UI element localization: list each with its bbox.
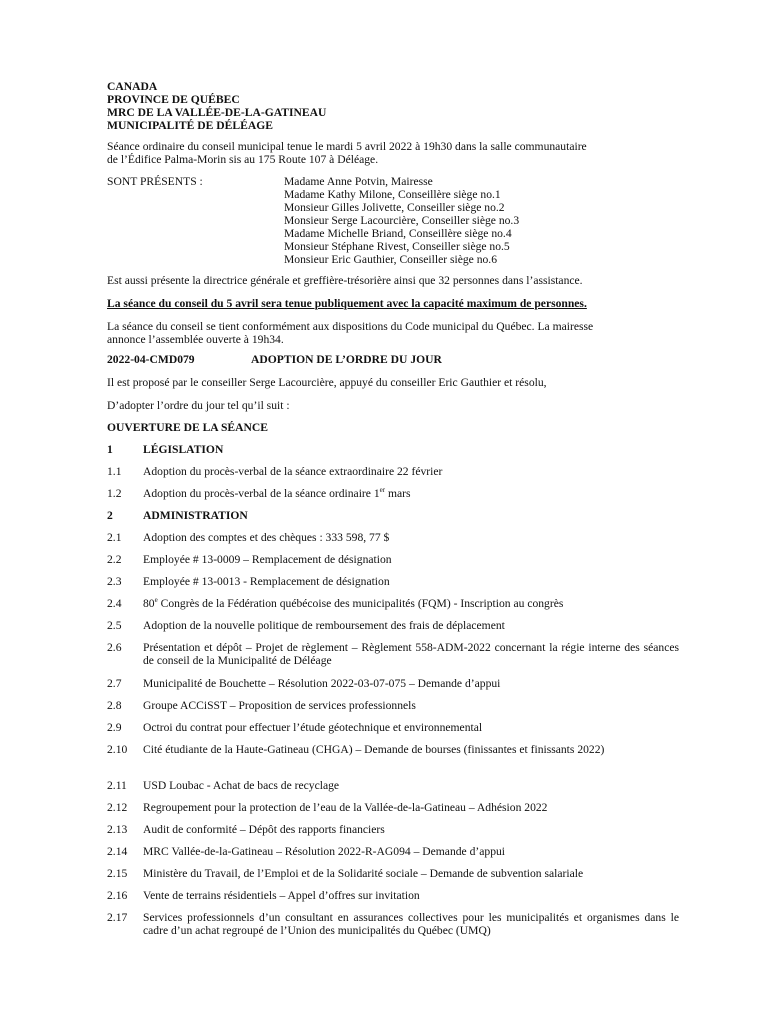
agenda-item [107,699,679,712]
agenda-item [107,823,679,836]
agenda-title: OUVERTURE DE LA SÉANCE [107,421,268,434]
resolution-number: 2022-04-CMD079 [107,353,195,366]
ordinal-superscript: er [379,486,386,495]
agenda-item-text: Employée # 13-0009 – Remplacement de désignation [143,553,392,566]
agenda-section-title: LÉGISLATION [143,443,224,456]
resolution-adopt: D’adopter l’ordre du jour tel qu’il suit : [107,399,290,412]
agenda-item [107,911,679,937]
session-intro-line-2: de l’Édifice Palma-Morin sis au 175 Route 107 à Déléage. [107,153,379,166]
agenda-item-number: 2.6 [107,641,122,654]
agenda-item [107,641,679,667]
agenda-item-number: 2.14 [107,845,128,858]
document-header [107,80,679,132]
agenda-item [107,677,679,690]
agenda-item [107,779,679,792]
conformity-note [107,320,679,346]
agenda-item-number: 2.10 [107,743,128,756]
agenda-item-text-main: Adoption du procès-verbal de la séance ordinaire 1 [143,487,380,500]
agenda-item-text: USD Loubac - Achat de bacs de recyclage [143,779,340,792]
agenda-item-text: Audit de conformité – Dépôt des rapports financiers [143,823,385,836]
agenda-item [107,487,679,500]
agenda-item-text: Municipalité de Bouchette – Résolution 2022-03-07-075 – Demande d’appui [143,677,501,690]
agenda-item [107,619,679,632]
agenda-item-number: 1.1 [107,465,122,478]
agenda-item [107,531,679,544]
agenda-item [107,867,679,880]
agenda-item-text: Services professionnels d’un consultant en assurances collectives pour les municipalités et organismes dans le cadre d’un achat regroupé de l’Union des municipalités du Québec (UMQ) [143,911,679,937]
agenda-item-text: Groupe ACCiSST – Proposition de services professionnels [143,699,416,712]
public-notice: La séance du conseil du 5 avril sera tenue publiquement avec la capacité maximum de personnes. [107,297,587,310]
agenda-item-number: 2.8 [107,699,122,712]
agenda-item [107,465,679,478]
agenda-section-title: ADMINISTRATION [143,509,248,522]
present-member: Monsieur Eric Gauthier, Conseiller siège no.6 [284,253,498,266]
agenda-item-number: 2.2 [107,553,122,566]
agenda-item-text: Adoption des comptes et des chèques : 333 598, 77 $ [143,531,390,544]
agenda-section [107,509,679,522]
agenda-item-text: Adoption du procès-verbal de la séance extraordinaire 22 février [143,465,443,478]
agenda-item-number: 2.7 [107,677,122,690]
agenda-item-number: 2.4 [107,597,122,610]
agenda-item-number: 2.9 [107,721,122,734]
agenda-section-number: 2 [107,509,113,522]
agenda-item [107,553,679,566]
agenda-item-text: Vente de terrains résidentiels – Appel d’offres sur invitation [143,889,420,902]
agenda-item-number: 2.16 [107,889,128,902]
agenda-item-text [143,597,679,610]
agenda-item [107,889,679,902]
agenda-item-text [143,487,679,500]
present-member: Madame Kathy Milone, Conseillère siège no.1 [284,188,501,201]
agenda-item-text: Cité étudiante de la Haute-Gatineau (CHGA) – Demande de bourses (finissantes et finissants 2022) [143,743,605,756]
agenda-item [107,597,679,610]
agenda-item-text: Adoption de la nouvelle politique de remboursement des frais de déplacement [143,619,505,632]
also-present: Est aussi présente la directrice générale et greffière-trésorière ainsi que 32 personnes dans l’assistance. [107,274,583,287]
agenda-item-number: 1.2 [107,487,122,500]
header-mrc: MRC DE LA VALLÉE-DE-LA-GATINEAU [107,106,327,119]
agenda-item-text: Présentation et dépôt – Projet de règlement – Règlement 558-ADM-2022 concernant la régie interne des séances de conseil de la Municipalité de Déléage [143,641,679,667]
agenda-section-number: 1 [107,443,113,456]
present-member: Monsieur Gilles Jolivette, Conseiller siège no.2 [284,201,505,214]
presents-list [284,175,519,266]
agenda-item-text-end: mars [385,487,411,500]
agenda-item-text: Ministère du Travail, de l’Emploi et de la Solidarité sociale – Demande de subvention salariale [143,867,584,880]
presents-label: SONT PRÉSENTS : [107,175,203,188]
agenda-item-number: 2.3 [107,575,122,588]
conformity-line-2: annonce l’assemblée ouverte à 19h34. [107,333,284,346]
present-member: Monsieur Serge Lacourcière, Conseiller siège no.3 [284,214,520,227]
header-province: PROVINCE DE QUÉBEC [107,93,240,106]
agenda-item-text: Employée # 13-0013 - Remplacement de désignation [143,575,390,588]
agenda-item [107,721,679,734]
agenda-item-text-main: 80 [143,597,155,610]
resolution-heading [107,353,679,366]
agenda-item [107,845,679,858]
agenda-item-number: 2.17 [107,911,128,924]
agenda-item-number: 2.13 [107,823,128,836]
present-member: Madame Michelle Briand, Conseillère siège no.4 [284,227,512,240]
agenda-item-number: 2.1 [107,531,122,544]
present-member: Madame Anne Potvin, Mairesse [284,175,433,188]
conformity-line-1: La séance du conseil se tient conformément aux dispositions du Code municipal du Québec. La mairesse [107,320,594,333]
agenda-item-number: 2.12 [107,801,128,814]
ordinal-superscript: e [154,596,158,605]
resolution-proposed: Il est proposé par le conseiller Serge Lacourcière, appuyé du conseiller Eric Gauthier et résolu, [107,376,547,389]
agenda-item-text: MRC Vallée-de-la-Gatineau – Résolution 2022-R-AG094 – Demande d’appui [143,845,506,858]
header-municipality: MUNICIPALITÉ DE DÉLÉAGE [107,119,273,132]
resolution-title: ADOPTION DE L’ORDRE DU JOUR [251,353,442,366]
agenda-item-number: 2.5 [107,619,122,632]
session-intro [107,140,679,166]
agenda-section [107,443,679,456]
agenda-item-number: 2.15 [107,867,128,880]
agenda-item-text: Regroupement pour la protection de l’eau de la Vallée-de-la-Gatineau – Adhésion 2022 [143,801,548,814]
agenda-item-number: 2.11 [107,779,127,792]
agenda-item [107,575,679,588]
present-member: Monsieur Stéphane Rivest, Conseiller siège no.5 [284,240,510,253]
session-intro-line-1: Séance ordinaire du conseil municipal tenue le mardi 5 avril 2022 à 19h30 dans la salle communautaire [107,140,587,153]
agenda-item [107,801,679,814]
agenda-item-text-end: Congrès de la Fédération québécoise des municipalités (FQM) - Inscription au congrès [157,597,564,610]
header-country: CANADA [107,80,158,93]
agenda-item-text: Octroi du contrat pour effectuer l’étude géotechnique et environnemental [143,721,483,734]
agenda-item [107,743,679,756]
